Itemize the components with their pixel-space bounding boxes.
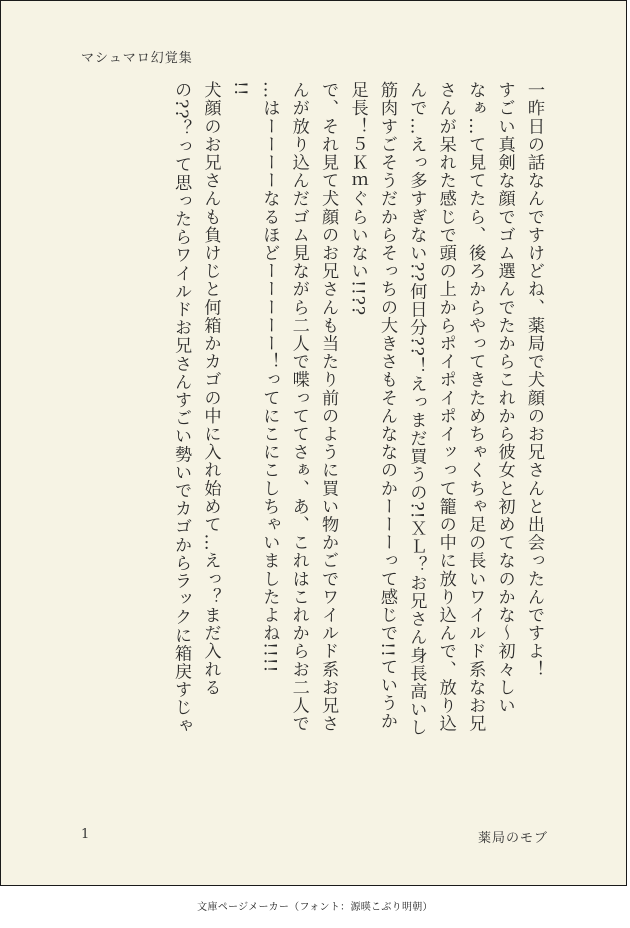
body-line: !!: [229, 81, 250, 97]
collection-title: マシュマロ幻覚集: [81, 51, 193, 66]
vertical-body-text: [166, 81, 548, 821]
body-line: の??？って思ったらワイルドお兄さんすごい勢いでカゴからラックに箱戻すじゃ: [171, 81, 192, 735]
author-name: 薬局のモブ: [477, 831, 548, 846]
body-line: んで…えっ多すぎない??何日分??！えっまだ買うの?!ＸＬ？お兄さん身長高いし: [406, 81, 427, 737]
page-number: 1: [81, 827, 90, 842]
body-line: なぁ…て見てたら、後ろからやってきためちゃくちゃ足の長いワイルド系なお兄: [465, 81, 486, 733]
body-line: 筋肉すごそうだからそっちの大きさもそんななのかーーーって感じで!!ていうか: [376, 81, 397, 731]
body-line: 犬顔のお兄さんも負けじと何箱かカゴの中に入れ始めて…えっ？まだ入れる: [200, 81, 221, 697]
generator-credit: 文庫ページメーカー（フォント：源暎こぶり明朝）: [197, 902, 433, 913]
body-line: すごい真剣な顔でゴム選んでたからこれから彼女と初めてなのかな〜初々しい: [494, 81, 515, 715]
body-line: …はーーーーなるほどーーーーー！ってにこにこしちゃいましたよね!!!!: [259, 81, 280, 674]
body-line: さんが呆れた感じで頭の上からポイポイポイッって籠の中に放り込んで、放り込: [435, 81, 456, 733]
body-line: 一昨日の話なんですけどね、薬局で犬顔のお兄さんと出会ったんですよ！: [524, 81, 544, 679]
body-line: で、それ見て犬顔のお兄さんも当たり前のように買い物かごでワイルド系お兄さ: [318, 81, 339, 733]
body-line: んが放り込んだゴム見ながら二人で喋っててさぁ、あ、これはこれからお二人で: [288, 81, 309, 733]
body-line: 足長！５Ｋｍぐらいない!!??: [347, 81, 368, 316]
